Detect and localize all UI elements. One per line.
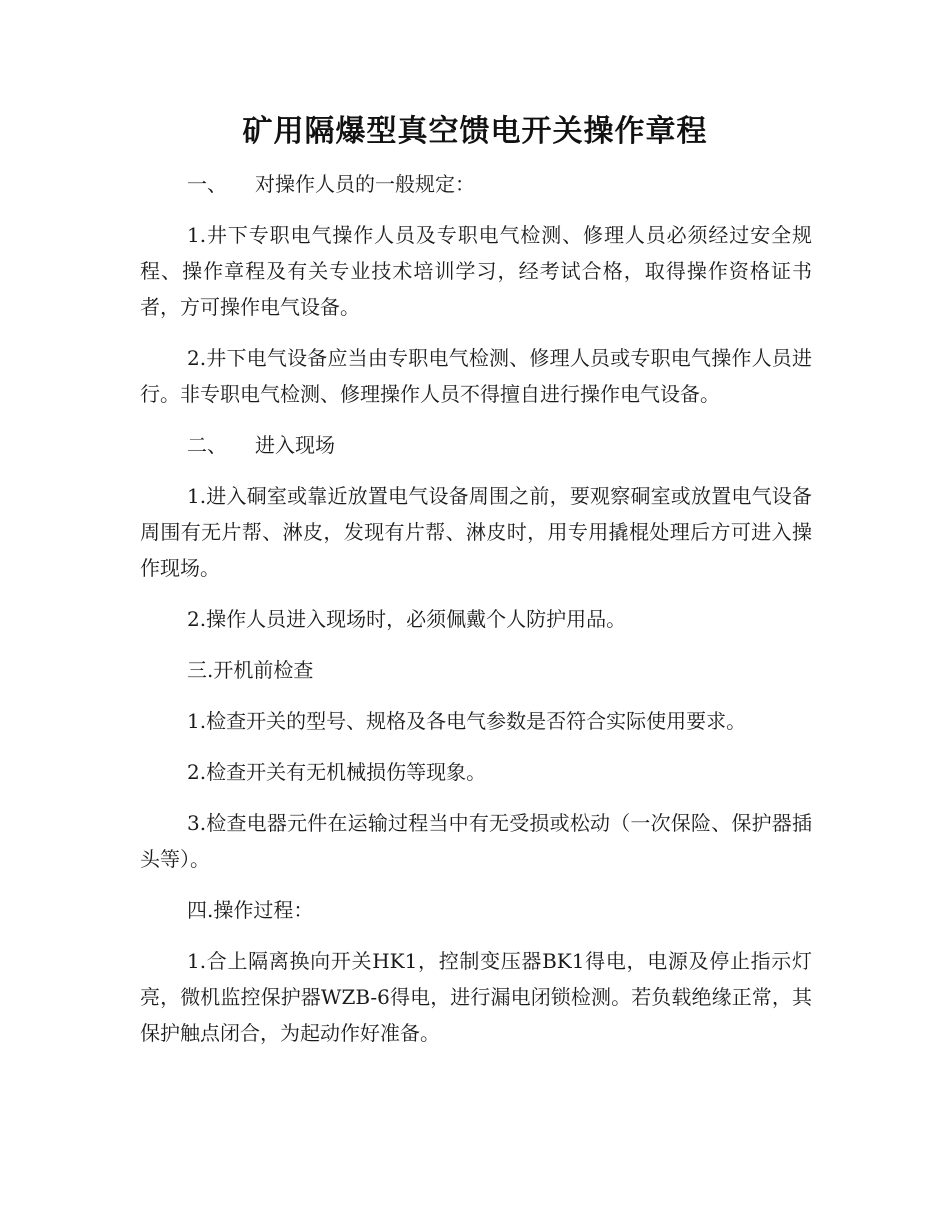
- section-heading-text: 操作过程：: [213, 898, 314, 922]
- section-number: 二、: [187, 433, 227, 457]
- section-heading-4: [140, 892, 812, 928]
- paragraph: 1.进入硐室或靠近放置电气设备周围之前，要观察硐室或放置电气设备周围有无片帮、淋皮，发现有片帮、淋皮时，用专用撬棍处理后方可进入操作现场。: [140, 484, 812, 580]
- paragraph: 2.操作人员进入现场时，必须佩戴个人防护用品。: [187, 607, 627, 631]
- paragraph: 3.检查电器元件在运输过程当中有无受损或松动（一次保险、保护器插头等）。: [140, 811, 812, 871]
- section-heading-text: 对操作人员的一般规定：: [255, 172, 475, 196]
- section-number: 四.: [187, 898, 214, 922]
- section-heading-3: [140, 652, 812, 688]
- paragraph: 1.合上隔离换向开关HK1，控制变压器BK1得电，电源及停止指示灯亮，微机监控保护器WZB-6得电，进行漏电闭锁检测。若负载绝缘正常，其保护触点闭合，为起动作好准备。: [140, 949, 812, 1045]
- document-title: 矿用隔爆型真空馈电开关操作章程: [242, 114, 708, 149]
- paragraph: 2.井下电气设备应当由专职电气检测、修理人员或专职电气操作人员进行。非专职电气检测、修理操作人员不得擅自进行操作电气设备。: [140, 346, 812, 406]
- section-heading-2: [140, 427, 812, 463]
- section-number: 三.: [187, 658, 214, 682]
- paragraph: 1.检查开关的型号、规格及各电气参数是否符合实际使用要求。: [187, 709, 747, 733]
- document-body: [140, 166, 812, 1066]
- paragraph: 1.井下专职电气操作人员及专职电气检测、修理人员必须经过安全规程、操作章程及有关专业技术培训学习，经考试合格，取得操作资格证书者，方可操作电气设备。: [140, 223, 812, 319]
- section-number: 一、: [187, 172, 227, 196]
- section-heading-1: [140, 166, 812, 202]
- section-heading-text: 进入现场: [255, 433, 335, 457]
- section-heading-text: 开机前检查: [213, 658, 314, 682]
- paragraph: 2.检查开关有无机械损伤等现象。: [187, 760, 487, 784]
